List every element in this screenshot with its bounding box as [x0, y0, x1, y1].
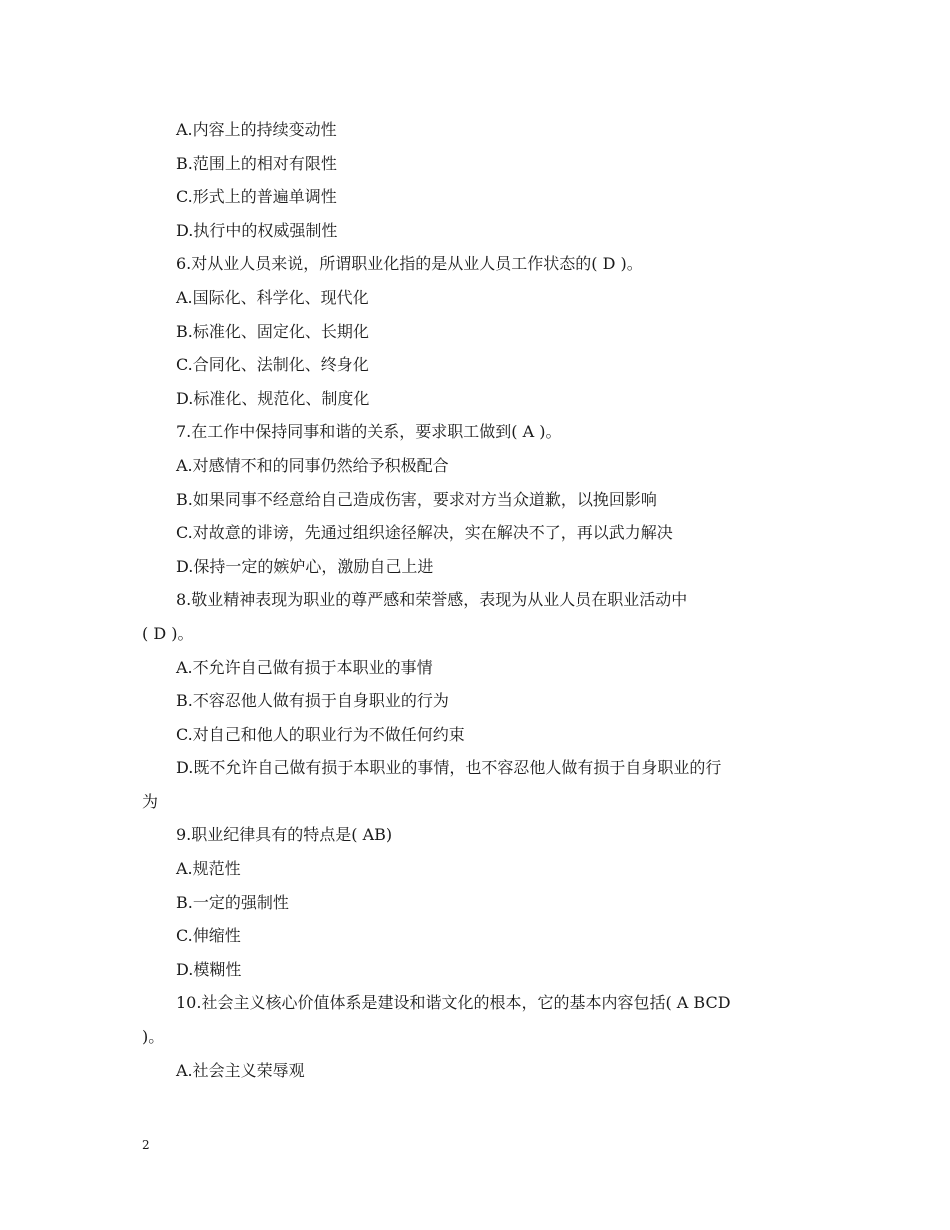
- page-number: 2: [142, 1138, 150, 1152]
- text-line: D.标准化、规范化、制度化: [176, 388, 370, 408]
- text-line: A.对感情不和的同事仍然给予积极配合: [176, 455, 449, 475]
- text-line: B.如果同事不经意给自己造成伤害，要求对方当众道歉，以挽回影响: [176, 489, 657, 509]
- text-line: 8.敬业精神表现为职业的尊严感和荣誉感，表现为从业人员在职业活动中: [176, 590, 688, 610]
- text-line: A.国际化、科学化、现代化: [176, 287, 369, 307]
- text-line: C.对故意的诽谤，先通过组织途径解决，实在解决不了，再以武力解决: [176, 523, 673, 543]
- text-line: D.执行中的权威强制性: [176, 220, 338, 240]
- text-line: A.规范性: [176, 859, 241, 879]
- text-line: 7.在工作中保持同事和谐的关系，要求职工做到( A )。: [176, 422, 562, 442]
- text-line: C.对自己和他人的职业行为不做任何约束: [176, 724, 465, 744]
- text-line: D.既不允许自己做有损于本职业的事情，也不容忍他人做有损于自身职业的行: [176, 758, 722, 778]
- text-line: 为: [142, 791, 159, 811]
- text-line: )。: [142, 1027, 165, 1047]
- text-line: ( D )。: [142, 623, 194, 643]
- text-line: C.伸缩性: [176, 926, 241, 946]
- text-line: B.标准化、固定化、长期化: [176, 321, 369, 341]
- text-line: C.合同化、法制化、终身化: [176, 355, 369, 375]
- text-line: 9.职业纪律具有的特点是( AB): [176, 825, 393, 845]
- text-line: 6.对从业人员来说，所谓职业化指的是从业人员工作状态的( D )。: [176, 254, 643, 274]
- text-line: D.模糊性: [176, 959, 242, 979]
- document-body: [142, 113, 817, 1087]
- text-line: B.不容忍他人做有损于自身职业的行为: [176, 691, 449, 711]
- text-line: A.内容上的持续变动性: [176, 120, 337, 139]
- text-line: 10.社会主义核心价值体系是建设和谐文化的根本，它的基本内容包括( A BCD: [176, 993, 731, 1013]
- text-line: D.保持一定的嫉妒心，激励自己上进: [176, 556, 434, 576]
- text-line: C.形式上的普遍单调性: [176, 187, 337, 207]
- text-line: A.不允许自己做有损于本职业的事情: [176, 657, 433, 677]
- text-line: B.范围上的相对有限性: [176, 153, 337, 173]
- text-line: B.一定的强制性: [176, 892, 289, 912]
- text-line: A.社会主义荣辱观: [176, 1060, 305, 1080]
